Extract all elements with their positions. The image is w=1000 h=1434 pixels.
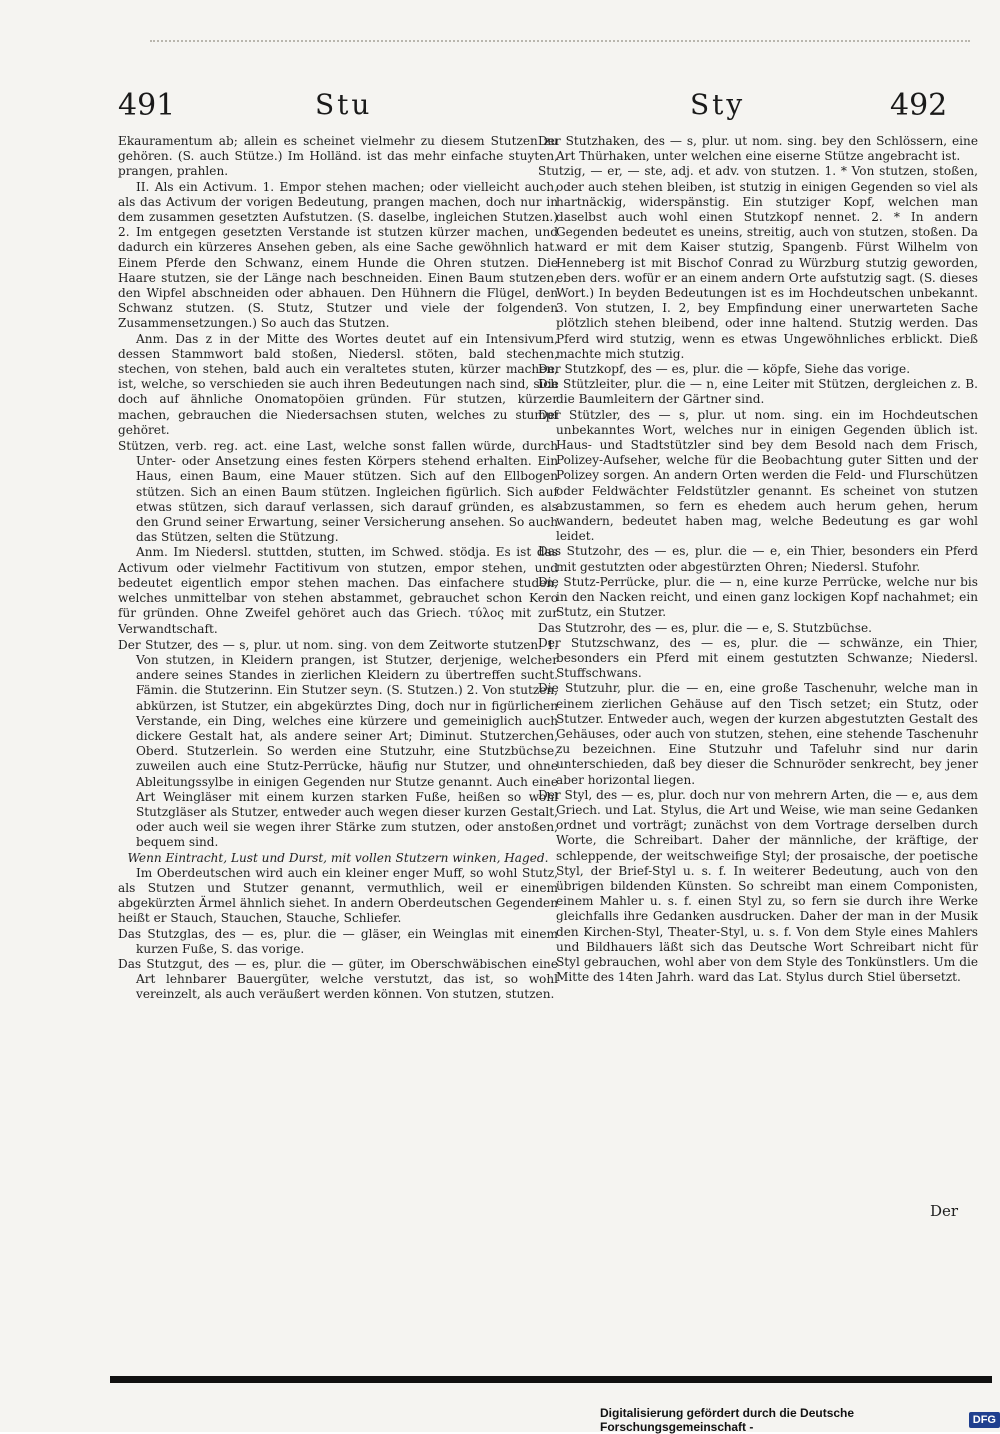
page-number-left: 491: [118, 88, 176, 123]
entry-stutz-perruecke: Die Stutz-Perrücke, plur. die — n, eine kurze Perrücke, welche nur bis in den Nacken reicht, und einen ganz lockigen Kopf nachahmet; ein Stutz, ein Stutzer.: [538, 574, 978, 620]
footer: [600, 1406, 1000, 1434]
top-dotted-border: [150, 40, 970, 42]
dfg-logo-icon: DFG: [969, 1412, 1000, 1428]
entry-styl: Der Styl, des — es, plur. doch nur von mehrern Arten, die — e, aus dem Griech. und Lat. Stylus, die Art und Weise, wie man seine Gedanken ordnet und vorträgt; zunächst von dem Vortrage derselben durch Worte, die Schreibart. Daher der männliche, der kräftige, der schleppende, der weitschweifige Styl; der prosaische, der poetische Styl, der Brief-Styl u. s. f. In weiterer Bedeutung, auch von den übrigen bildenden Künsten. So schreibt man einem Componisten, einem Mahler u. s. f. einen Styl zu, so fern sie durch ihre Werke gleichfalls ihre Gedanken ausdrucken. Daher der man in der Musik den Kirchen-Styl, Theater-Styl, u. s. f. Von dem Style eines Mahlers und Bildhauers läßt sich das Deutsche Wort Schreibart nicht für Styl gebrauchen, wohl aber von dem Style des Tonkünstlers. Um die Mitte des 14ten Jahrh. ward das Lat. Stylus durch Stiel übersetzt.: [538, 787, 978, 985]
catchword: Der: [930, 1202, 959, 1220]
entry-stutzrohr: Das Stutzrohr, des — es, plur. die — e, S. Stutzbüchse.: [538, 620, 872, 635]
entry-stutzig: Stutzig, — er, — ste, adj. et adv. von stutzen. 1. * Von stutzen, stoßen, oder auch stehen bleiben, ist stutzig in einigen Gegenden so viel als hartnäckig, widerspänstig. Ein stutziger Kopf, welchen man daselbst auch wohl einen Stutzkopf nennet. 2. * In andern Gegenden bedeutet es uneins, streitig, auch von stutzen, stoßen. Da ward er mit dem Kaiser stutzig, Spangenb. Fürst Wilhelm von Henneberg ist mit Bischof Conrad zu Würzburg stutzig geworden, eben ders. wofür er an einem andern Orte aufstutzig sagt. (S. dieses Wort.) In beyden Bedeutungen ist es im Hochdeutschen unbekannt. 3. Von stutzen, I. 2, bey Empfindung einer unerwarteten Sache plötzlich stehen bleibend, oder inne haltend. Stutzig werden. Das Pferd wird stutzig, wenn es etwas Ungewöhnliches erblickt. Dieß machte mich stutzig.: [538, 164, 978, 361]
entry-stutzglas: Das Stutzglas, des — es, plur. die — gläser, ein Weinglas mit einem kurzen Fuße, S. das vorige.: [118, 926, 558, 956]
right-column: [538, 134, 978, 985]
running-head-left: Stu: [315, 88, 373, 121]
left-column: [118, 134, 558, 1003]
left-paragraph: Anm. Im Niedersl. stuttden, stutten, im Schwed. stödja. Es ist das Activum oder vielmehr Factitivum von stutzen, empor stehen, und bedeutet eigentlich empor stehen machen. Das einfachere studen, welches unmittelbar von stehen abstammet, gebrauchet schon Kero für gründen. Ohne Zweifel gehöret auch das Griech. τύλος mit zur Verwandtschaft.: [118, 545, 558, 636]
entry-stutzkopf: Der Stutzkopf, des — es, plur. die — köpfe, Siehe das vorige.: [538, 362, 911, 377]
entry-stuetzen: Stützen, verb. reg. act. eine Last, welche sonst fallen würde, durch Unter- oder Ansetzung eines festen Körpers stehend erhalten. Ein Haus, einen Baum, eine Mauer stützen. Sich auf den Ellbogen stützen. Sich an einen Baum stützen. Ingleichen figürlich. Sich auf etwas stützen, sich darauf verlassen, sich darauf gründen, es als den Grund seiner Erwartung, seiner Versicherung ansehen. So auch das Stützen, selten die Stützung.: [118, 439, 558, 545]
entry-stutzschwanz: Der Stutzschwanz, des — es, plur. die — schwänze, ein Thier, besonders ein Pferd mit einem gestutzten Schwanze; Niedersl. Stuffschwans.: [538, 635, 978, 681]
footer-credit: Digitalisierung gefördert durch die Deutsche Forschungsgemeinschaft -: [600, 1406, 855, 1434]
page-number-right: 492: [890, 88, 948, 123]
bottom-rule: [110, 1376, 992, 1383]
entry-stutzohr: Das Stutzohr, des — es, plur. die — e, ein Thier, besonders ein Pferd mit gestutzten oder abgestürzten Ohren; Niedersl. Stufohr.: [538, 544, 978, 574]
entry-stuetzler: Der Stützler, des — s, plur. ut nom. sing. ein im Hochdeutschen unbekanntes Wort, welches nur in einigen Gegenden üblich ist. Haus- und Stadtstützler sind bey dem Besold nach dem Frisch, Polizey-Aufseher, welche für die Beobachtung guter Sitten und der Polizey sorgen. An andern Orten werden die Feld- und Flurschützen oder Feldwächter Feldstützler genannt. Es scheinet von stutzen abzustammen, so fern es ehedem auch herum gehen, herum wandern, bedeutet haben mag, welche Bedeutung es gar wohl leidet.: [538, 407, 978, 544]
left-paragraph: Anm. Das z in der Mitte des Wortes deutet auf ein Intensivum, dessen Stammwort bald stoßen, Niedersl. stöten, bald stechen, stechen, von stehen, bald auch ein veraltetes stuten, kürzer machen, ist, welche, so verschieden sie auch ihren Bedeutungen nach sind, sich doch auf ähnliche Onomatopöien gründen. Für stutzen, kürzer machen, gebrauchen die Niedersachsen stuten, welches zu stumpf gehöret.: [118, 331, 558, 437]
left-paragraph: Ekauramentum ab; allein es scheinet vielmehr zu diesem Stutzen zu gehören. (S. auch Stütze.) Im Holländ. ist das mehr einfache stuyten, prangen, prahlen.: [118, 134, 558, 179]
quotation: Wenn Eintracht, Lust und Durst, mit vollen Stutzern winken, Haged.: [127, 850, 549, 865]
left-paragraph: Im Oberdeutschen wird auch ein kleiner enger Muff, so wohl Stutz, als Stutzen und Stutzer genannt, vermuthlich, weil er einem abgekürzten Ärmel ähnlich siehet. In andern Oberdeutschen Gegenden heißt er Stauch, Stauchen, Stauche, Schliefer.: [118, 865, 558, 926]
entry-stutzer: Der Stutzer, des — s, plur. ut nom. sing. von dem Zeitworte stutzen. 1. Von stutzen, in Kleidern prangen, ist Stutzer, derjenige, welcher andere seines Standes in zierlichen Kleidern zu übertreffen sucht. Fämin. die Stutzerinn. Ein Stutzer seyn. (S. Stutzen.) 2. Von stutzen, abkürzen, ist Stutzer, ein abgekürztes Ding, doch nur in figürlichen Verstande, ein Ding, welches eine kürzere und gemeiniglich auch dickere Gestalt hat, als andere seiner Art; Diminut. Stutzerchen, Oberd. Stutzerlein. So werden eine Stutzuhr, eine Stutzbüchse, zuweilen auch eine Stutz-Perrücke, häufig nur Stutzer, und ohne Ableitungssylbe in einigen Gegenden nur Stutze genannt. Auch eine Art Weingläser mit einem kurzen starken Fuße, heißen so wohl Stutzgläser als Stutzer, entweder auch wegen dieser kurzen Gestalt, oder auch weil sie wegen ihrer Stärke zum stutzen, oder anstoßen, bequem sind.: [118, 637, 558, 850]
entry-stutzhaken: Der Stutzhaken, des — s, plur. ut nom. sing. bey den Schlössern, eine Art Thürhaken, unter welchen eine eiserne Stütze angebracht ist.: [538, 134, 978, 164]
entry-stutzgut: Das Stutzgut, des — es, plur. die — güter, im Oberschwäbischen eine Art lehnbarer Bauergüter, welche verstutzt, das ist, so wohl vereinzelt, als auch veräußert werden können. Von stutzen, stutzen.: [118, 956, 558, 1002]
entry-stuetzleiter: Die Stützleiter, plur. die — n, eine Leiter mit Stützen, dergleichen z. B. die Baumleitern der Gärtner sind.: [538, 377, 978, 407]
entry-stutzuhr: Die Stutzuhr, plur. die — en, eine große Taschenuhr, welche man in einem zierlichen Gehäuse auf den Tisch setzet; ein Stutz, oder Stutzer. Entweder auch, wegen der kurzen abgestutzten Gestalt des Gehäuses, oder auch von stutzen, stehen, eine stehende Taschenuhr zu bezeichnen. Eine Stutzuhr und Tafeluhr sind nur darin unterschieden, daß bey dieser die Schnuröder senkrecht, bey jener aber horizontal liegen.: [538, 681, 978, 787]
left-paragraph: II. Als ein Activum. 1. Empor stehen machen; oder vielleicht auch, als das Activum der vorigen Bedeutung, prangen machen, doch nur in dem zusammen gesetzten Aufstutzen. (S. daselbe, ingleichen Stutzen.) 2. Im entgegen gesetzten Verstande ist stutzen kürzer machen, und dadurch ein kürzeres Ansehen geben, als eine Sache gewöhnlich hat. Einem Pferde den Schwanz, einem Hunde die Ohren stutzen. Die Haare stutzen, sie der Länge nach beschneiden. Einen Baum stutzen, den Wipfel abschneiden oder abhauen. Den Hühnern die Flügel, den Schwanz stutzen. (S. Stutz, Stutzer und viele der folgenden Zusammensetzungen.) So auch das Stutzen.: [118, 179, 558, 331]
running-head-right: Sty: [690, 88, 746, 121]
